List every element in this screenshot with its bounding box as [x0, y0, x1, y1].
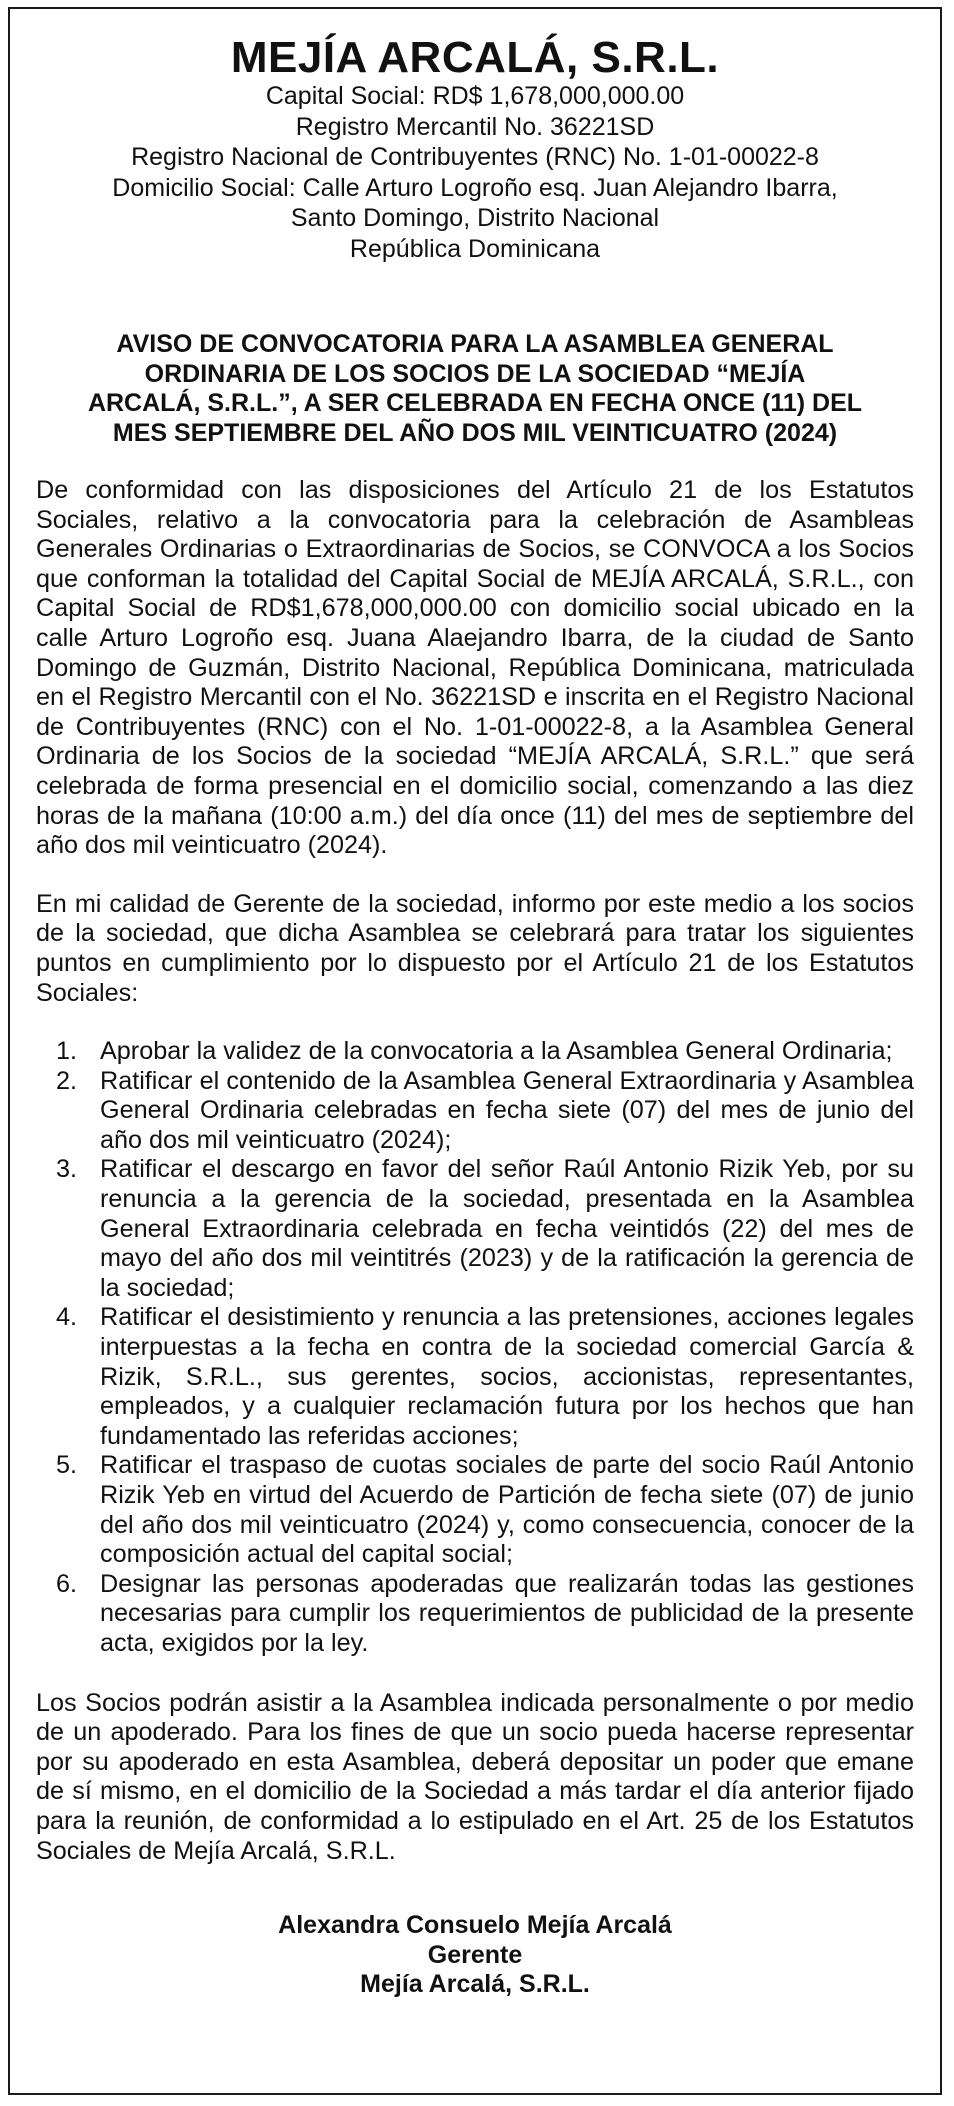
- country-line: República Dominicana: [349, 234, 601, 263]
- notice-title-line: ARCALÁ, S.R.L.”, A SER CELEBRADA EN FECHA ONCE (11) DEL: [87, 389, 863, 417]
- notice-title-line: AVISO DE CONVOCATORIA PARA LA ASAMBLEA GENERAL: [116, 330, 834, 358]
- agenda-item: [36, 1067, 914, 1156]
- agenda-item: [36, 1303, 914, 1451]
- agenda-list: [36, 1037, 914, 1658]
- notice-frame: [8, 7, 942, 2095]
- signature-block: [36, 1911, 914, 2000]
- notice-content: [10, 9, 940, 2000]
- agenda-item-text: Ratificar el contenido de la Asamblea General Extraordinaria y Asamblea General Ordinaria celebradas en fecha siete (07) del mes de junio del año dos mil veinticuatro (2024);: [100, 1066, 914, 1154]
- agenda-item: [36, 1451, 914, 1569]
- agenda-item-number: 1.: [56, 1037, 78, 1066]
- registro-mercantil-line: Registro Mercantil No. 36221SD: [295, 112, 655, 141]
- proxy-paragraph: Los Socios podrán asistir a la Asamblea indicada personalmente o por medio de un apoderado. Para los fines de que un socio pueda hacerse representar por su apoderado en esta Asamblea, deberá depositar un poder que emane de sí mismo, en el domicilio de la Sociedad a más tardar el día anterior fijado para la reunión, de conformidad a lo estipulado en el Art. 25 de los Estatutos Sociales de Mejía Arcalá, S.R.L.: [36, 1688, 914, 1865]
- rnc-line: Registro Nacional de Contribuyentes (RNC) No. 1-01-00022-8: [131, 143, 819, 171]
- agenda-item: [36, 1155, 914, 1303]
- domicilio-line: Domicilio Social: Calle Arturo Logroño esq. Juan Alejandro Ibarra,: [112, 173, 838, 202]
- convocation-paragraph: De conformidad con las disposiciones del Artículo 21 de los Estatutos Sociales, relativo a la convocatoria para la celebración de Asambleas Generales Ordinarias o Extraordinarias de Socios, se CONVOCA a los Socios que conforman la totalidad del Capital Social de MEJÍA ARCALÁ, S.R.L., con Capital Social de RD$1,678,000,000.00 con domicilio social ubicado en la calle Arturo Logroño esq. Juana Alaejandro Ibarra, de la ciudad de Santo Domingo de Guzmán, Distrito Nacional, República Dominicana, matriculada en el Registro Mercantil con el No. 36221SD e inscrita en el Registro Nacional de Contribuyentes (RNC) con el No. 1-01-00022-8, a la Asamblea General Ordinaria de los Socios de la sociedad “MEJÍA ARCALÁ, S.R.L.” que será celebrada de forma presencial en el domicilio social, comenzando a las diez horas de la mañana (10:00 a.m.) del día once (11) del mes de septiembre del año dos mil veinticuatro (2024).: [36, 476, 914, 860]
- city-line: Santo Domingo, Distrito Nacional: [290, 204, 660, 232]
- agenda-item-text: Aprobar la validez de la convocatoria a la Asamblea General Ordinaria;: [100, 1037, 893, 1066]
- company-details: [36, 81, 914, 264]
- signatory-role: Gerente: [427, 1940, 523, 1969]
- agenda-item-number: 5.: [56, 1451, 78, 1480]
- capital-social-line: Capital Social: RD$ 1,678,000,000.00: [265, 82, 685, 110]
- agenda-item-text: Ratificar el desistimiento y renuncia a las pretensiones, acciones legales interpuestas a la fecha en contra de la sociedad comercial García & Rizik, S.R.L., sus gerentes, socios, accionistas, representantes, empleados, y a cualquier reclamación futura por los hechos que han fundamentado las referidas acciones;: [100, 1303, 914, 1450]
- agenda-item: [36, 1037, 914, 1067]
- agenda-item-number: 6.: [56, 1569, 78, 1598]
- signatory-name: Alexandra Consuelo Mejía Arcalá: [278, 1911, 672, 1940]
- agenda-intro-paragraph: En mi calidad de Gerente de la sociedad, informo por este medio a los socios de la sociedad, que dicha Asamblea se celebrará para tratar los siguientes puntos en cumplimiento por lo dispuesto por el Artículo 21 de los Estatutos Sociales:: [36, 889, 914, 1007]
- signatory-company: Mejía Arcalá, S.R.L.: [360, 1970, 590, 1999]
- agenda-item-text: Ratificar el descargo en favor del señor Raúl Antonio Rizik Yeb, por su renuncia a la gerencia de la sociedad, presentada en la Asamblea General Extraordinaria celebrada en fecha veintidós (22) del mes de mayo del año dos mil veintitrés (2023) y de la ratificación la gerencia de la sociedad;: [100, 1155, 914, 1302]
- agenda-item-number: 2.: [56, 1066, 78, 1095]
- company-name: MEJÍA ARCALÁ, S.R.L.: [230, 33, 720, 82]
- agenda-item-text: Ratificar el traspaso de cuotas sociales de parte del socio Raúl Antonio Rizik Yeb en virtud del Acuerdo de Partición de fecha siete (07) de junio del año dos mil veinticuatro (2024) y, como consecuencia, conocer de la composición actual del capital social;: [100, 1451, 914, 1569]
- agenda-item-number: 3.: [56, 1155, 78, 1184]
- agenda-item-text: Designar las personas apoderadas que realizarán todas las gestiones necesarias para cumplir los requerimientos de publicidad de la presente acta, exigidos por la ley.: [100, 1569, 914, 1657]
- notice-title: [36, 330, 914, 448]
- notice-title-line: MES SEPTIEMBRE DEL AÑO DOS MIL VEINTICUATRO (2024): [112, 418, 838, 447]
- notice-title-line: ORDINARIA DE LOS SOCIOS DE LA SOCIEDAD “MEJÍA: [144, 359, 806, 388]
- agenda-item-number: 4.: [56, 1303, 78, 1332]
- agenda-item: [36, 1570, 914, 1659]
